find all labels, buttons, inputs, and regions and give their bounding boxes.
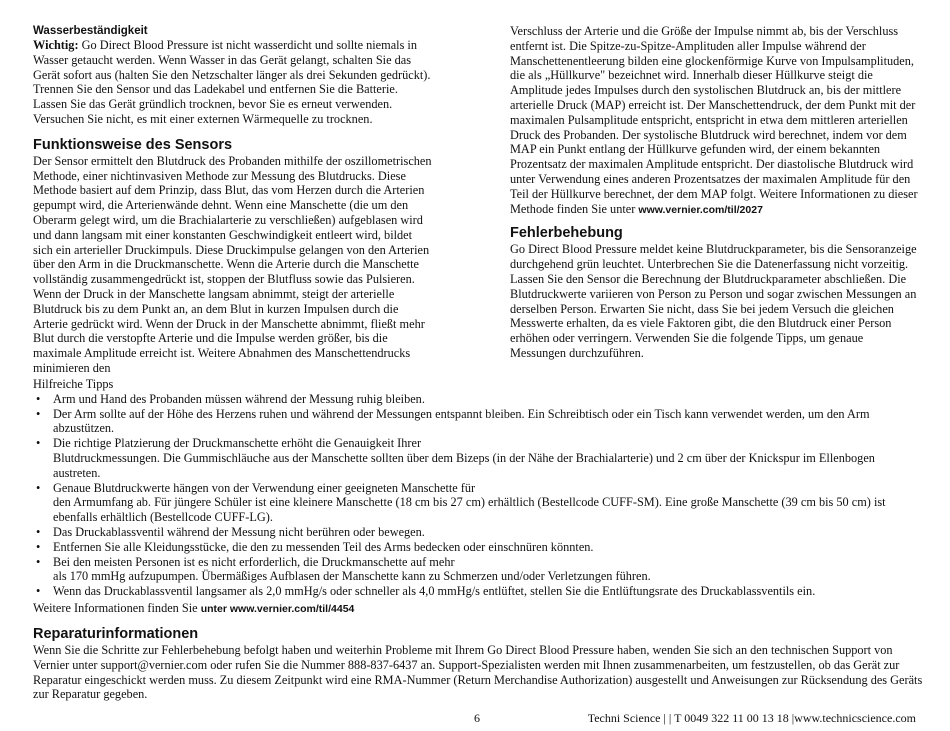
page-number: 6 — [474, 711, 480, 725]
tip-item: • Wenn das Druckablassventil langsamer als 2,0 mmHg/s oder schneller als 4,0 mmHg/s entlüftet, stellen Sie die Entlüftungsrate des Druckablassventils ein. — [53, 584, 923, 599]
method-continuation-text — [510, 24, 918, 217]
water-resistance-text — [33, 38, 433, 127]
tips-list — [33, 392, 923, 599]
sensor-function-text: Der Sensor ermittelt den Blutdruck des Probanden mithilfe der oszillometrischen Methode, einer nichtinvasiven Methode zur Messung des Blutdrucks. Diese Methode basiert auf dem Prinzip, dass Blut, das vom Herzen durch die Arterien gepumpt wird, die Arterienwände dehnt. Wenn eine Manschette (die um den Oberarm gelegt wird, um die Brachialarterie zu verschließen) aufgeblasen wird und dann langsam mit einer konstanten Geschwindigkeit entleert wird, bildet sich ein arterieller Druckimpuls. Diese Druckimpulse gelangen von den Arterien über den Arm in die Druckmanschette. Wenn die Arterie durch die Manschette vollständig zusammengedrückt ist, stoppen der Blutfluss sowie das Pulsieren. Wenn der Druck in der Manschette langsam abnimmt, steigt der arterielle Blutdruck bis zu dem Punkt an, an dem Blut in kurzen Impulsen durch die Arterie gedrückt wird. Wenn der Druck in der Manschette abnimmt, fließt mehr Blut durch die verstopfte Arterie und die Impulse werden größer, bis die maximale Amplitude erreicht ist. Weitere Abnahmen des Manschettendrucks minimieren den — [33, 153, 432, 375]
more-info-text: Weitere Informationen finden Sie — [33, 600, 201, 615]
right-column — [510, 24, 918, 361]
tip-item: • Die richtige Platzierung der Druckmanschette erhöht die Genauigkeit Ihrer Blutdruckmessungen. Die Gummischläuche aus der Manschette sollten über dem Bizeps (in der Nähe der Brachialarterie) und 2 cm über der Knickspur im Ellenbogen austreten. — [53, 436, 923, 480]
method-continuation-body: Verschluss der Arterie und die Größe der Impulse nimmt ab, bis der Verschluss entfernt ist. Die Spitze-zu-Spitze-Amplituden aller Impulse während der Manschettenentleerung bilden eine glockenförmige Kurve von Impulsamplituden, die als „Hüllkurve" bezeichnet wird. Innerhalb dieser Hüllkurve steigt die Amplitude jedes Impulses durch den systolischen Blutdruck an, bis der mittlere arterielle Druck (MAP) erreicht ist. Der Manschettendruck, der dem Punkt mit der maximalen Pulsamplitude entspricht, entspricht in etwa dem mittleren arteriellen Druck des Probanden. Der systolische Blutdruck wird berechnet, indem vor dem MAP ein Punkt entlang der Hüllkurve gefunden wird, der einem bekannten Prozentsatz der maximalen Amplitude entspricht. Der diastolische Blutdruck wird unter Verwendung eines anderen Prozentsatzes der maximalen Amplitude für den Teil der Hüllkurve berechnet, der dem MAP folgt. Weitere Informationen zu dieser Methode finden Sie unter — [510, 24, 918, 216]
tip-item: • Genaue Blutdruckwerte hängen von der Verwendung einer geeigneten Manschette für den Armumfang ab. Für jüngere Schüler ist eine kleinere Manschette (18 cm bis 27 cm) erhältlich (Bestellcode CUFF-SM). Eine große Manschette (39 cm bis 50 cm) ist ebenfalls erhältlich (Bestellcode CUFF-LG). — [53, 481, 923, 525]
tip-item: • Entfernen Sie alle Kleidungsstücke, die den zu messenden Teil des Arms bedecken oder einschnüren könnten. — [53, 540, 923, 555]
more-info-line — [33, 601, 923, 617]
repair-heading: Reparaturinformationen — [33, 626, 199, 642]
repair-section — [33, 626, 923, 702]
important-label: Wichtig: — [33, 38, 79, 52]
tips-section — [33, 377, 923, 617]
tip-item: • Arm und Hand des Probanden müssen während der Messung ruhig bleiben. — [53, 392, 923, 407]
tip-item: • Der Arm sollte auf der Höhe des Herzens ruhen und während der Messungen entspannt bleiben. Ein Schreibtisch oder ein Tisch kann verwendet werden, um den Arm abzustützen. — [53, 407, 923, 437]
troubleshooting-text: Go Direct Blood Pressure meldet keine Blutdruckparameter, bis die Sensoranzeige durchgehend grün leuchtet. Unterbrechen Sie die Datenerfassung nicht vorzeitig. Lassen Sie den Sensor die Berechnung der Blutdruckparameter abschließen. Die Blutdruckwerte variieren von Person zu Person und sogar zwischen Messungen an derselben Person. Erwarten Sie nicht, dass Sie bei jedem Versuch die gleichen Messwerte erhalten, da es viele Faktoren gibt, die den Blutdruck einer Person erhöhen oder verringern. Verwenden Sie die folgende Tipps, um genaue Messungen durchzuführen. — [510, 242, 917, 360]
footer-imprint: Techni Science | | T 0049 322 11 00 13 18 |www.technicscience.com — [587, 711, 916, 725]
sensor-function-heading: Funktionsweise des Sensors — [33, 136, 233, 153]
til-4454-link[interactable]: unter www.vernier.com/til/4454 — [200, 602, 355, 615]
troubleshooting-heading: Fehlerbehebung — [510, 225, 623, 242]
tip-item: • Bei den meisten Personen ist es nicht erforderlich, die Druckmanschette auf mehr als 170 mmHg aufzupumpen. Übermäßiges Aufblasen der Manschette kann zu Schmerzen und/oder Verletzungen führen. — [53, 555, 923, 585]
tips-heading: Hilfreiche Tipps — [33, 377, 114, 391]
repair-text: Wenn Sie die Schritte zur Fehlerbehebung befolgt haben und weiterhin Probleme mit Ihrem Go Direct Blood Pressure haben, wenden Sie sich an den technischen Support von Vernier unter support@vernier.com oder rufen Sie die Nummer 888-837-6437 an. Support-Spezialisten werden mit Ihnen zusammenarbeiten, um festzustellen, ob das Gerät zur Reparatur eingeschickt werden muss. Zu diesem Zeitpunkt wird eine RMA-Nummer (Return Merchandise Authorization) ausgestellt und Anweisungen zur Rücksendung des Geräts zur Reparatur gegeben. — [33, 643, 923, 702]
tip-item: • Das Druckablassventil während der Messung nicht berühren oder bewegen. — [53, 525, 923, 540]
water-resistance-body: Go Direct Blood Pressure ist nicht wasserdicht und sollte niemals in Wasser getaucht werden. Wenn Wasser in das Gerät gelangt, schalten Sie das Gerät sofort aus (halten Sie den Netzschalter länger als drei Sekunden gedrückt). Trennen Sie den Sensor und das Ladekabel und entfernen Sie die Batterie. Lassen Sie das Gerät gründlich trocknen, bevor Sie es erneut verwenden. Versuchen Sie nicht, es mit einer externen Wärmequelle zu trocknen. — [33, 38, 431, 126]
til-2027-link[interactable]: www.vernier.com/til/2027 — [638, 203, 763, 216]
left-column — [33, 24, 433, 376]
water-resistance-heading: Wasserbeständigkeit — [33, 25, 148, 37]
